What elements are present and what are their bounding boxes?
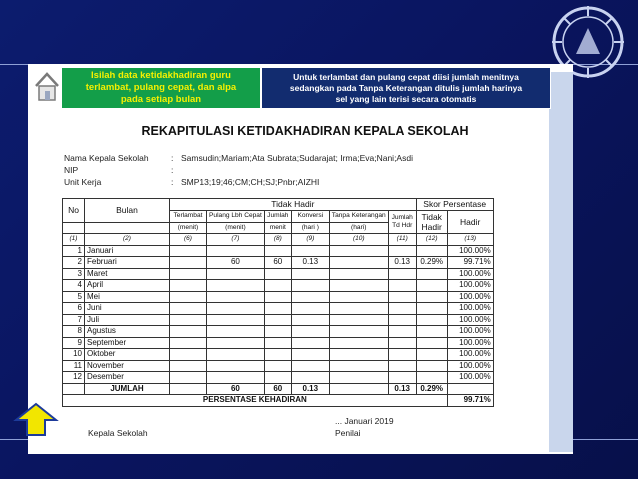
cell-konversi[interactable]: [291, 360, 329, 372]
signature-date: ... Januari 2019: [335, 416, 394, 426]
table-row: [63, 303, 494, 315]
cell-jml_td[interactable]: [388, 372, 416, 384]
percentage-row: [63, 395, 494, 407]
cell-jml_td[interactable]: [388, 268, 416, 280]
info-label: Unit Kerja: [64, 177, 102, 187]
cell-konversi[interactable]: [291, 291, 329, 303]
cell-bulan[interactable]: Maret: [85, 268, 170, 280]
column-number: (12): [416, 234, 447, 246]
cell-tidak[interactable]: 0.29%: [416, 257, 447, 269]
cell-jml_td[interactable]: 0.13: [388, 257, 416, 269]
cell-terlambat[interactable]: [170, 303, 207, 315]
cell-konversi[interactable]: [291, 280, 329, 292]
total-cell: 60: [264, 383, 291, 395]
table-row: [63, 326, 494, 338]
column-number: (10): [329, 234, 388, 246]
cell-hadir[interactable]: 100.00%: [447, 326, 493, 338]
header-tidak-hadir: Tidak Hadir: [170, 199, 417, 211]
cell-terlambat[interactable]: [170, 268, 207, 280]
cell-pulang[interactable]: [207, 349, 265, 361]
cell-tanpa[interactable]: [329, 372, 388, 384]
cell-terlambat[interactable]: [170, 291, 207, 303]
percentage-label: PERSENTASE KEHADIRAN: [63, 395, 448, 407]
cell-tidak[interactable]: [416, 349, 447, 361]
cell-jumlah[interactable]: [264, 303, 291, 315]
cell-no[interactable]: 11: [63, 360, 85, 372]
table-row: [63, 337, 494, 349]
instruction-note-green: [62, 68, 260, 108]
header-pulang-cepat: Pulang Lbh Cepat: [207, 210, 265, 222]
cell-tanpa[interactable]: [329, 291, 388, 303]
cell-bulan[interactable]: April: [85, 280, 170, 292]
cell-tidak[interactable]: [416, 372, 447, 384]
cell-konversi[interactable]: 0.13: [291, 257, 329, 269]
unit-label: (hari): [329, 222, 388, 234]
cell-tidak[interactable]: [416, 360, 447, 372]
cell-jumlah[interactable]: [264, 349, 291, 361]
header-jumlah-td-hdr: Jumlah Td Hdr: [388, 210, 416, 234]
table-row: [63, 245, 494, 257]
cell-pulang[interactable]: [207, 280, 265, 292]
info-label: Nama Kepala Sekolah: [64, 153, 149, 163]
navy-note-line: sedangkan pada Tanpa Keterangan ditulis jumlah harinya: [289, 82, 523, 93]
cell-bulan[interactable]: Agustus: [85, 326, 170, 338]
cell-tanpa[interactable]: [329, 314, 388, 326]
cell-bulan[interactable]: Januari: [85, 245, 170, 257]
signature-kepala-sekolah: Kepala Sekolah: [88, 428, 148, 438]
info-row-nip: [64, 165, 181, 175]
info-value[interactable]: Samsudin;Mariam;Ata Subrata;Sudarajat; Irma;Eva;Nani;Asdi: [181, 153, 413, 163]
cell-no[interactable]: 9: [63, 337, 85, 349]
cell-hadir[interactable]: 100.00%: [447, 280, 493, 292]
unit-label: [85, 222, 170, 234]
cell-terlambat[interactable]: [170, 326, 207, 338]
cell-pulang[interactable]: [207, 337, 265, 349]
total-cell: 0.13: [291, 383, 329, 395]
cell-jumlah[interactable]: [264, 280, 291, 292]
cell-jml_td[interactable]: [388, 337, 416, 349]
attendance-table: [62, 198, 494, 407]
total-label: JUMLAH: [85, 383, 170, 395]
cell-terlambat[interactable]: [170, 257, 207, 269]
column-number: (13): [447, 234, 493, 246]
info-label: NIP: [64, 165, 79, 175]
back-arrow-icon[interactable]: [12, 402, 60, 438]
unit-label: (menit): [170, 222, 207, 234]
instruction-note-navy: [262, 68, 550, 108]
cell-terlambat[interactable]: [170, 280, 207, 292]
cell-terlambat[interactable]: [170, 337, 207, 349]
cell-pulang[interactable]: [207, 245, 265, 257]
cell-bulan[interactable]: Oktober: [85, 349, 170, 361]
cell-konversi[interactable]: [291, 337, 329, 349]
cell-jumlah[interactable]: 60: [264, 257, 291, 269]
cell-jml_td[interactable]: [388, 291, 416, 303]
cell-hadir[interactable]: 100.00%: [447, 349, 493, 361]
cell-tanpa[interactable]: [329, 326, 388, 338]
total-cell: [447, 383, 493, 395]
table-row: [63, 257, 494, 269]
cell-no[interactable]: 3: [63, 268, 85, 280]
cell-tidak[interactable]: [416, 337, 447, 349]
header-tanpa-keterangan: Tanpa Keterangan: [329, 210, 388, 222]
total-cell: 0.29%: [416, 383, 447, 395]
info-separator: :: [171, 153, 174, 163]
total-cell: 0.13: [388, 383, 416, 395]
cell-konversi[interactable]: [291, 314, 329, 326]
cell-tanpa[interactable]: [329, 245, 388, 257]
total-cell: [170, 383, 207, 395]
column-number-row: [63, 234, 494, 246]
cell-tidak[interactable]: [416, 303, 447, 315]
cell-hadir[interactable]: 99.71%: [447, 257, 493, 269]
cell-hadir[interactable]: 100.00%: [447, 245, 493, 257]
cell-hadir[interactable]: 100.00%: [447, 303, 493, 315]
total-cell: [329, 383, 388, 395]
cell-konversi[interactable]: [291, 245, 329, 257]
table-row: [63, 268, 494, 280]
cell-tanpa[interactable]: [329, 257, 388, 269]
cell-konversi[interactable]: [291, 303, 329, 315]
cell-tidak[interactable]: [416, 268, 447, 280]
column-number: (11): [388, 234, 416, 246]
cell-terlambat[interactable]: [170, 372, 207, 384]
cell-no[interactable]: 4: [63, 280, 85, 292]
cell-jumlah[interactable]: [264, 372, 291, 384]
table-row: [63, 349, 494, 361]
cell-terlambat[interactable]: [170, 245, 207, 257]
cell-tidak[interactable]: [416, 280, 447, 292]
column-number: (9): [291, 234, 329, 246]
header-no: No: [63, 199, 85, 223]
table-row: [63, 372, 494, 384]
home-icon[interactable]: [34, 70, 60, 104]
cell-jumlah[interactable]: [264, 360, 291, 372]
header-skor-hadir: Hadir: [447, 210, 493, 234]
total-cell: 60: [207, 383, 265, 395]
cell-bulan[interactable]: Februari: [85, 257, 170, 269]
cell-konversi[interactable]: [291, 268, 329, 280]
cell-tidak[interactable]: [416, 326, 447, 338]
header-terlambat: Terlambat: [170, 210, 207, 222]
cell-pulang[interactable]: [207, 314, 265, 326]
cell-tanpa[interactable]: [329, 349, 388, 361]
cell-jml_td[interactable]: [388, 326, 416, 338]
cell-pulang[interactable]: [207, 360, 265, 372]
table-row: [63, 280, 494, 292]
cell-jml_td[interactable]: [388, 314, 416, 326]
cell-jumlah[interactable]: [264, 337, 291, 349]
cell-jml_td[interactable]: [388, 360, 416, 372]
cell-tanpa[interactable]: [329, 280, 388, 292]
cell-no[interactable]: 5: [63, 291, 85, 303]
column-number: (8): [264, 234, 291, 246]
cell-hadir[interactable]: 100.00%: [447, 291, 493, 303]
cell-no[interactable]: 7: [63, 314, 85, 326]
header-skor-persentase: Skor Persentase: [416, 199, 493, 211]
cell-tidak[interactable]: [416, 245, 447, 257]
cell-jml_td[interactable]: [388, 280, 416, 292]
header-jumlah: Jumlah: [264, 210, 291, 222]
cell-no[interactable]: 2: [63, 257, 85, 269]
spreadsheet-scrollbar[interactable]: [549, 72, 573, 452]
green-note-line: terlambat, pulang cepat, dan alpa: [85, 82, 237, 93]
cell-hadir[interactable]: 100.00%: [447, 314, 493, 326]
unit-label: [63, 222, 85, 234]
cell-konversi[interactable]: [291, 349, 329, 361]
cell-terlambat[interactable]: [170, 349, 207, 361]
green-note-line: Isilah data ketidakhadiran guru: [91, 70, 231, 81]
report-title: REKAPITULASI KETIDAKHADIRAN KEPALA SEKOLAH: [141, 124, 469, 138]
navy-note-line: sel yang lain terisi secara otomatis: [335, 93, 477, 104]
column-number: (1): [63, 234, 85, 246]
column-number: (7): [207, 234, 265, 246]
cell-pulang[interactable]: [207, 268, 265, 280]
cell-tanpa[interactable]: [329, 337, 388, 349]
cell-no[interactable]: 8: [63, 326, 85, 338]
cell-terlambat[interactable]: [170, 314, 207, 326]
info-value[interactable]: SMP13;19;46;CM;CH;SJ;Pnbr;AIZHI: [181, 177, 320, 187]
info-separator: :: [171, 177, 174, 187]
cell-tidak[interactable]: [416, 291, 447, 303]
cell-jml_td[interactable]: [388, 349, 416, 361]
cell-pulang[interactable]: [207, 303, 265, 315]
signature-penilai: Penilai: [335, 428, 361, 438]
column-number: (2): [85, 234, 170, 246]
cell-hadir[interactable]: 100.00%: [447, 337, 493, 349]
cell-no[interactable]: 12: [63, 372, 85, 384]
cell-bulan[interactable]: Mei: [85, 291, 170, 303]
cell-jumlah[interactable]: [264, 291, 291, 303]
unit-label: menit: [264, 222, 291, 234]
total-row: [63, 383, 494, 395]
cell-pulang[interactable]: [207, 326, 265, 338]
cell-no[interactable]: 10: [63, 349, 85, 361]
cell-pulang[interactable]: [207, 291, 265, 303]
cell-no[interactable]: 6: [63, 303, 85, 315]
header-konversi: Konversi: [291, 210, 329, 222]
cell-tanpa[interactable]: [329, 303, 388, 315]
cell-pulang[interactable]: 60: [207, 257, 265, 269]
info-row-unit: [64, 177, 319, 187]
cell-konversi[interactable]: [291, 326, 329, 338]
cell-bulan[interactable]: September: [85, 337, 170, 349]
cell-jumlah[interactable]: [264, 326, 291, 338]
table-row: [63, 314, 494, 326]
cell-hadir[interactable]: 100.00%: [447, 360, 493, 372]
table-row: [63, 291, 494, 303]
cell-konversi[interactable]: [291, 372, 329, 384]
cell-jumlah[interactable]: [264, 245, 291, 257]
cell-tanpa[interactable]: [329, 268, 388, 280]
green-note-line: pada setiap bulan: [120, 94, 202, 105]
table-row: [63, 360, 494, 372]
info-row-nama: [64, 153, 413, 163]
cell-bulan[interactable]: November: [85, 360, 170, 372]
info-separator: :: [171, 165, 174, 175]
header-skor-tidak-hadir: Tidak Hadir: [416, 210, 447, 234]
cell-terlambat[interactable]: [170, 360, 207, 372]
total-cell: [63, 383, 85, 395]
cell-jml_td[interactable]: [388, 303, 416, 315]
cell-hadir[interactable]: 100.00%: [447, 372, 493, 384]
cell-bulan[interactable]: Desember: [85, 372, 170, 384]
cell-bulan[interactable]: Juni: [85, 303, 170, 315]
header-bulan: Bulan: [85, 199, 170, 223]
cell-hadir[interactable]: 100.00%: [447, 268, 493, 280]
cell-no[interactable]: 1: [63, 245, 85, 257]
cell-tidak[interactable]: [416, 314, 447, 326]
cell-jumlah[interactable]: [264, 314, 291, 326]
percentage-value: 99.71%: [447, 395, 493, 407]
cell-pulang[interactable]: [207, 372, 265, 384]
cell-jml_td[interactable]: [388, 245, 416, 257]
cell-tanpa[interactable]: [329, 360, 388, 372]
unit-label: (hari ): [291, 222, 329, 234]
unit-label: (menit): [207, 222, 265, 234]
cell-bulan[interactable]: Juli: [85, 314, 170, 326]
column-number: (6): [170, 234, 207, 246]
cell-jumlah[interactable]: [264, 268, 291, 280]
navy-note-line: Untuk terlambat dan pulang cepat diisi jumlah menitnya: [293, 71, 519, 82]
